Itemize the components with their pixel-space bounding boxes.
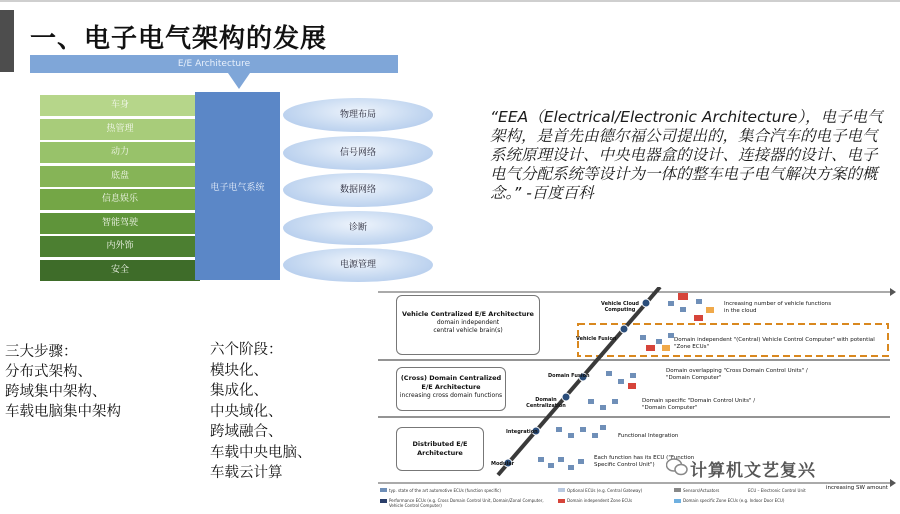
domain-layer: 信息娱乐 <box>40 189 200 210</box>
legend-swatch <box>380 488 387 492</box>
legend-swatch <box>674 488 681 492</box>
stage-label: Domain Centralization <box>526 397 566 409</box>
legend-swatch <box>558 499 565 503</box>
ee-aspect-ellipse: 数据网络 <box>283 173 433 207</box>
ee-aspect-ellipse: 诊断 <box>283 211 433 245</box>
stages-item: 车载中央电脑、 <box>210 444 312 461</box>
stage-note: Domain independent "(Central) Vehicle Control Computer" with potential "Zone ECUs" <box>674 337 875 350</box>
ee-evolution-diagram <box>378 287 896 510</box>
six-stages-text <box>210 340 312 484</box>
domain-layer: 安全 <box>40 260 200 281</box>
stages-item: 跨域融合、 <box>210 424 283 440</box>
cross-domain-box: (Cross) Domain Centralized E/E Architecture increasing cross domain functions <box>396 367 506 411</box>
top-divider <box>0 0 900 2</box>
three-steps-text <box>5 342 121 422</box>
stages-item: 中央域化、 <box>210 403 283 420</box>
domain-layer-stack <box>40 95 200 283</box>
domain-layer: 动力 <box>40 142 200 163</box>
stage-note: Domain specific "Domain Control Units" / "Domain Computer" <box>642 398 756 411</box>
legend-item: Optional ECUs (e.g. Central Gateway) <box>567 488 643 493</box>
stage-note: Domain overlapping "Cross Domain Control Units" / "Domain Computer" <box>666 368 808 381</box>
legend-swatch <box>380 499 387 503</box>
stage-label: Domain Fusion <box>548 373 590 379</box>
stages-heading: 六个阶段： <box>210 342 283 358</box>
ee-aspect-list <box>283 98 433 286</box>
legend-item: typ. state of the art automotive ECUs (function specific) <box>389 488 501 493</box>
legend-item: Domain specific Zone ECUs (e.g. Indoor Door ECU) <box>683 498 785 503</box>
stage-note: Increasing number of vehicle functions in the cloud <box>724 301 832 314</box>
legend-item: Domain independent Zone ECUs <box>567 498 633 503</box>
domain-layer: 智能驾驶 <box>40 213 200 234</box>
steps-item: 车载电脑集中架构 <box>5 404 121 420</box>
steps-heading: 三大步骤： <box>5 344 78 360</box>
stages-item: 集成化、 <box>210 383 268 399</box>
ee-aspect-ellipse: 物理布局 <box>283 98 433 132</box>
stage-node <box>620 325 628 333</box>
stage-label: Modular <box>491 461 515 467</box>
eea-definition-quote: “EEA（Electrical/Electronic Architecture），电子电气架构，是首先由德尔福公司提出的，集合汽车的电子电气系统原理设计、中央电器盒的设计、连接器的设计、电子电气分配系统等设计为一体的整车电子电气解决方案的概念。” -百度百科 <box>490 108 883 202</box>
domain-layer: 底盘 <box>40 166 200 187</box>
legend-item: ECU – Electronic Control Unit <box>748 488 806 493</box>
legend-item: Performance ECUs (e.g. Cross Domain Control Unit, Domain/Zonal Computer, Vehicle Control Computer) <box>389 498 544 508</box>
slide-title: 一、电子电气架构的发展 <box>30 24 328 54</box>
ee-aspect-ellipse: 电源管理 <box>283 248 433 282</box>
axis-arrow-icon <box>890 288 896 296</box>
domain-layer: 热管理 <box>40 119 200 140</box>
distributed-box: Distributed E/E Architecture <box>396 427 484 471</box>
domain-layer: 车身 <box>40 95 200 116</box>
stage-label: Integration <box>506 429 538 435</box>
stages-item: 模块化、 <box>210 362 268 379</box>
stage-note: Functional Integration <box>618 433 679 439</box>
steps-item: 分布式架构、 <box>5 364 92 380</box>
wechat-icon <box>666 458 688 476</box>
ee-architecture-header: E/E Architecture <box>30 55 398 73</box>
steps-item: 跨域集中架构、 <box>5 384 107 400</box>
ee-system-box: 电子电气系统 <box>195 92 280 280</box>
domain-layer: 内外饰 <box>40 236 200 257</box>
ee-aspect-ellipse: 信号网络 <box>283 136 433 170</box>
stage-label: Vehicle Fusion <box>576 336 617 342</box>
stages-item: 车载云计算 <box>210 465 283 481</box>
stage-note: Each function has its ECU ("Function Specific Control Unit") <box>594 455 695 468</box>
watermark-text: 计算机文艺复兴 <box>690 461 816 481</box>
legend-item: Sensors/Actuators <box>683 488 720 493</box>
legend-swatch <box>558 488 565 492</box>
down-arrow-icon <box>228 73 250 89</box>
axis-note: increasing SW amount <box>826 485 888 491</box>
legend-swatch <box>674 499 681 503</box>
vehicle-centralized-box: Vehicle Centralized E/E Architecture domain independent central vehicle brain(s) <box>396 295 540 355</box>
title-accent-bar <box>0 10 14 72</box>
stage-label: Vehicle Cloud Computing <box>600 301 640 313</box>
